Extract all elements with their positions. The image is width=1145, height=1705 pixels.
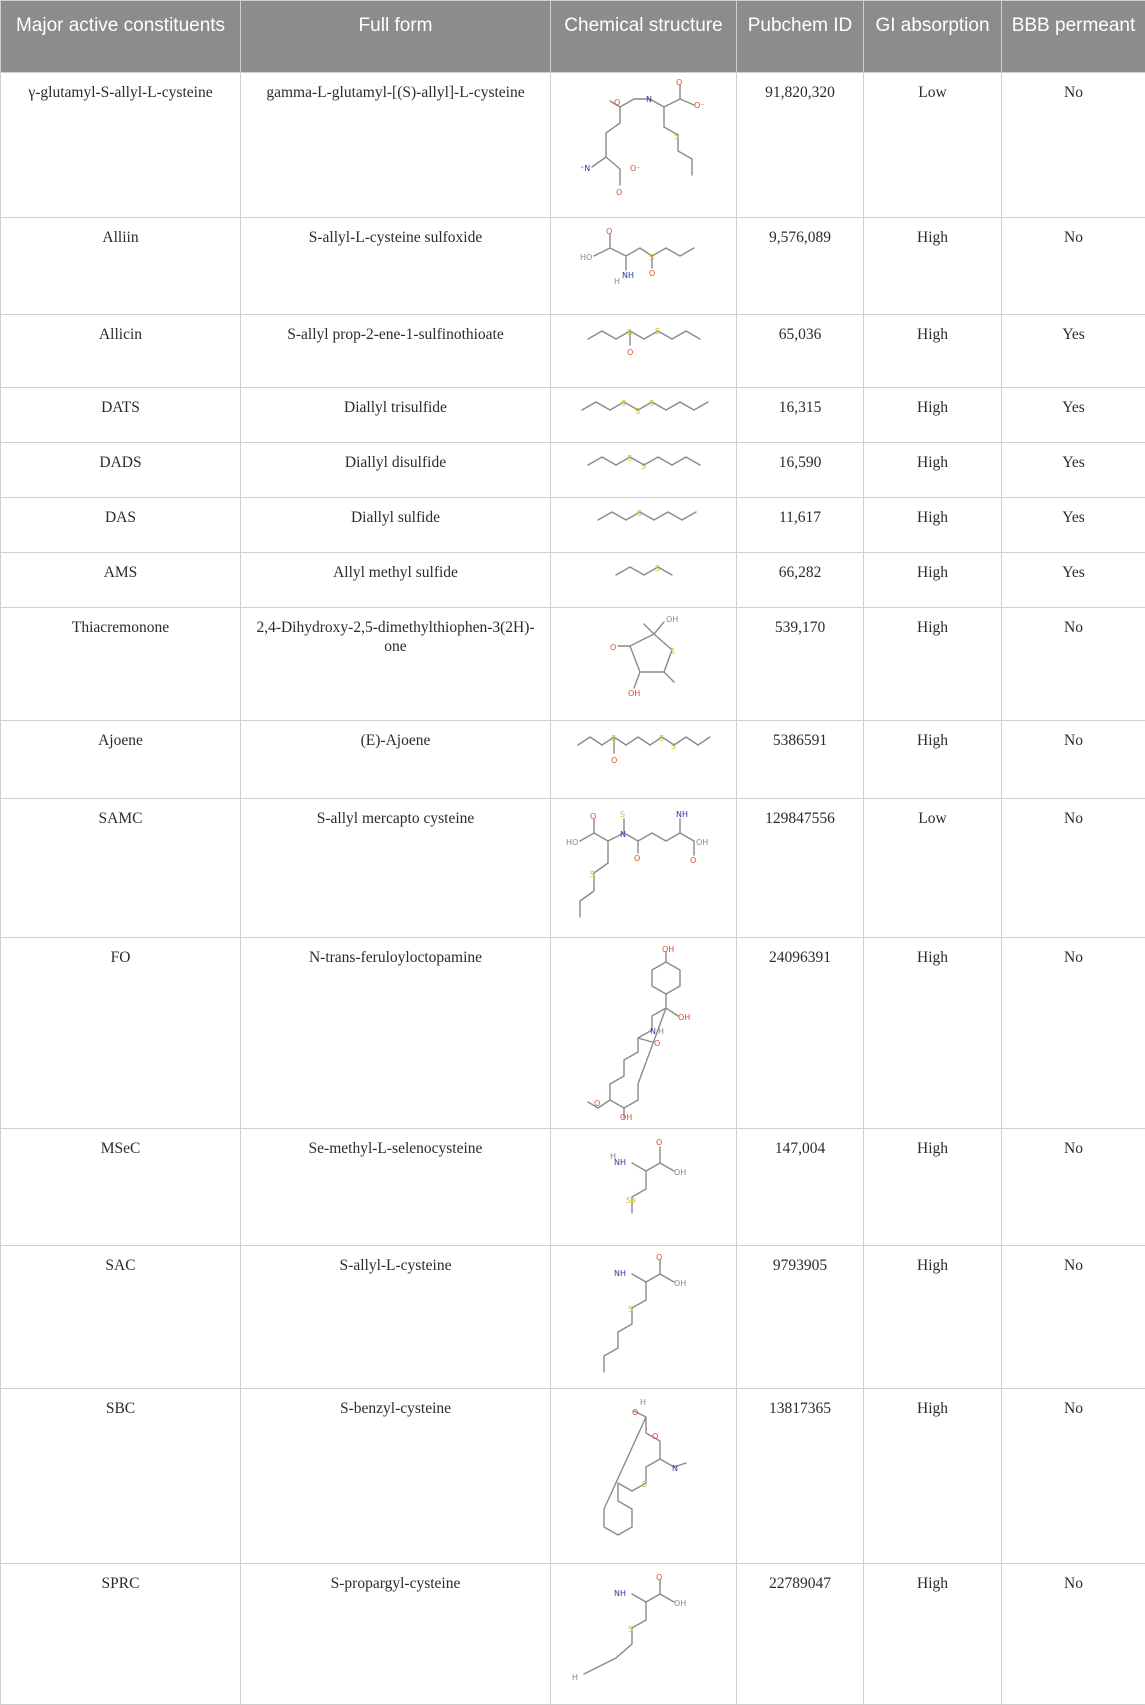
cell-constituent: DAS <box>1 498 241 553</box>
svg-text:O: O <box>654 1039 660 1048</box>
cell-pubchem: 66,282 <box>737 553 864 608</box>
cell-structure <box>551 73 737 218</box>
cell-full-form: (E)-Ajoene <box>241 721 551 799</box>
cell-full-form: gamma-L-glutamyl-[(S)-allyl]-L-cysteine <box>241 73 551 218</box>
svg-text:HO: HO <box>580 253 592 262</box>
allicin-structure-icon <box>554 319 734 369</box>
table-row <box>1 553 1145 608</box>
svg-text:S: S <box>611 734 616 743</box>
alliin-structure-icon <box>554 222 734 302</box>
table-row <box>1 1246 1145 1389</box>
cell-bbb: No <box>1002 721 1145 799</box>
cell-pubchem: 91,820,320 <box>737 73 864 218</box>
svg-text:OH: OH <box>628 689 640 698</box>
cell-gi: High <box>864 498 1002 553</box>
cell-bbb: Yes <box>1002 498 1145 553</box>
svg-text:N: N <box>672 1464 678 1473</box>
cell-gi: High <box>864 553 1002 608</box>
cell-bbb: Yes <box>1002 443 1145 498</box>
table-row <box>1 498 1145 553</box>
header-structure: Chemical structure <box>551 1 737 73</box>
cell-constituent: AMS <box>1 553 241 608</box>
svg-text:O: O <box>690 856 696 865</box>
cell-bbb: Yes <box>1002 553 1145 608</box>
cell-constituent: DADS <box>1 443 241 498</box>
cell-gi: High <box>864 1129 1002 1246</box>
cell-gi: Low <box>864 73 1002 218</box>
cell-constituent: Alliin <box>1 218 241 315</box>
cell-pubchem: 22789047 <box>737 1564 864 1705</box>
cell-full-form: S-allyl-L-cysteine sulfoxide <box>241 218 551 315</box>
table-row <box>1 608 1145 721</box>
dads-structure-icon <box>554 447 734 487</box>
cell-full-form: 2,4-Dihydroxy-2,5-dimethylthiophen-3(2H)-one <box>241 608 551 721</box>
svg-text:S: S <box>649 399 654 408</box>
svg-text:O: O <box>610 643 616 652</box>
svg-text:O: O <box>627 348 633 357</box>
msec-structure-icon <box>554 1133 734 1237</box>
cell-structure <box>551 498 737 553</box>
header-pubchem: Pubchem ID <box>737 1 864 73</box>
table-row <box>1 73 1145 218</box>
header-full-form: Full form <box>241 1 551 73</box>
cell-pubchem: 16,315 <box>737 388 864 443</box>
svg-text:NH: NH <box>614 1158 626 1167</box>
table-row <box>1 1389 1145 1564</box>
cell-gi: High <box>864 608 1002 721</box>
cell-structure <box>551 1389 737 1564</box>
svg-text:O⁻: O⁻ <box>630 164 641 173</box>
header-constituent: Major active constituents <box>1 1 241 73</box>
svg-text:NH: NH <box>614 1589 626 1598</box>
cell-constituent: SAC <box>1 1246 241 1389</box>
cell-constituent: SBC <box>1 1389 241 1564</box>
svg-text:N: N <box>646 95 652 104</box>
svg-text:O⁻: O⁻ <box>694 101 705 110</box>
cell-constituent: SPRC <box>1 1564 241 1705</box>
svg-text:OH: OH <box>620 1113 632 1122</box>
table-row <box>1 799 1145 938</box>
svg-text:O: O <box>611 756 617 765</box>
cell-pubchem: 11,617 <box>737 498 864 553</box>
cell-bbb: No <box>1002 938 1145 1129</box>
svg-text:S: S <box>659 734 664 743</box>
svg-text:O: O <box>676 78 682 87</box>
cell-gi: High <box>864 315 1002 388</box>
table-row <box>1 721 1145 799</box>
table-row <box>1 443 1145 498</box>
cell-structure <box>551 608 737 721</box>
svg-text:H: H <box>572 1673 578 1682</box>
cell-constituent: Ajoene <box>1 721 241 799</box>
cell-full-form: Se-methyl-L-selenocysteine <box>241 1129 551 1246</box>
svg-text:NH: NH <box>614 1269 626 1278</box>
svg-text:OH: OH <box>678 1013 690 1022</box>
svg-text:S: S <box>642 1480 647 1489</box>
cell-constituent: SAMC <box>1 799 241 938</box>
cell-full-form: S-benzyl-cysteine <box>241 1389 551 1564</box>
table-row <box>1 938 1145 1129</box>
cell-pubchem: 13817365 <box>737 1389 864 1564</box>
svg-text:OH: OH <box>666 615 678 624</box>
cell-gi: High <box>864 1564 1002 1705</box>
table-row <box>1 315 1145 388</box>
svg-text:NH: NH <box>622 271 634 280</box>
svg-text:N: N <box>650 1027 656 1036</box>
cell-pubchem: 539,170 <box>737 608 864 721</box>
cell-gi: High <box>864 938 1002 1129</box>
cell-bbb: No <box>1002 1389 1145 1564</box>
ajoene-structure-icon <box>554 725 734 781</box>
dats-structure-icon <box>554 392 734 432</box>
cell-structure <box>551 938 737 1129</box>
svg-text:O: O <box>616 188 622 197</box>
ams-structure-icon <box>554 557 734 597</box>
cell-structure <box>551 1564 737 1705</box>
cell-gi: High <box>864 721 1002 799</box>
cell-structure <box>551 799 737 938</box>
table-row <box>1 218 1145 315</box>
das-structure-icon <box>554 502 734 542</box>
header-bbb: BBB permeant <box>1002 1 1145 73</box>
svg-text:S: S <box>628 1305 633 1314</box>
cell-full-form: S-allyl-L-cysteine <box>241 1246 551 1389</box>
svg-text:OH: OH <box>674 1599 686 1608</box>
svg-text:OH: OH <box>696 838 708 847</box>
cell-constituent: γ-glutamyl-S-allyl-L-cysteine <box>1 73 241 218</box>
thiacremonone-structure-icon <box>554 612 734 712</box>
cell-constituent: Allicin <box>1 315 241 388</box>
cell-full-form: Diallyl trisulfide <box>241 388 551 443</box>
cell-structure <box>551 1246 737 1389</box>
svg-text:O: O <box>590 812 596 821</box>
svg-text:H: H <box>610 1152 616 1161</box>
svg-text:O: O <box>656 1138 662 1147</box>
svg-text:H: H <box>658 1027 664 1036</box>
cell-structure <box>551 315 737 388</box>
svg-text:O: O <box>594 1099 600 1108</box>
cell-bbb: Yes <box>1002 315 1145 388</box>
cell-structure <box>551 443 737 498</box>
cell-pubchem: 65,036 <box>737 315 864 388</box>
cell-constituent: FO <box>1 938 241 1129</box>
cell-constituent: Thiacremonone <box>1 608 241 721</box>
svg-text:S: S <box>655 327 660 336</box>
sbc-structure-icon <box>554 1393 734 1555</box>
cell-gi: High <box>864 1389 1002 1564</box>
sac-structure-icon <box>554 1250 734 1380</box>
svg-text:S: S <box>637 509 642 518</box>
sprc-structure-icon <box>554 1568 734 1696</box>
cell-bbb: No <box>1002 1246 1145 1389</box>
samc-structure-icon <box>554 803 734 929</box>
svg-text:S: S <box>627 454 632 463</box>
cell-bbb: No <box>1002 608 1145 721</box>
cell-gi: High <box>864 1246 1002 1389</box>
svg-text:S: S <box>670 647 675 656</box>
cell-gi: High <box>864 218 1002 315</box>
cell-structure <box>551 721 737 799</box>
svg-text:OH: OH <box>662 945 674 954</box>
svg-text:Se: Se <box>626 1196 636 1205</box>
cell-bbb: No <box>1002 1129 1145 1246</box>
cell-full-form: Diallyl sulfide <box>241 498 551 553</box>
cell-full-form: Diallyl disulfide <box>241 443 551 498</box>
cell-full-form: Allyl methyl sulfide <box>241 553 551 608</box>
cell-pubchem: 16,590 <box>737 443 864 498</box>
svg-text:O: O <box>632 1408 638 1417</box>
cell-bbb: Yes <box>1002 388 1145 443</box>
cell-bbb: No <box>1002 218 1145 315</box>
svg-text:S: S <box>655 564 660 573</box>
cell-constituent: DATS <box>1 388 241 443</box>
svg-text:H: H <box>640 1398 646 1407</box>
table-row <box>1 388 1145 443</box>
svg-text:S: S <box>649 253 654 262</box>
cell-pubchem: 24096391 <box>737 938 864 1129</box>
svg-text:H: H <box>614 277 620 286</box>
cell-pubchem: 147,004 <box>737 1129 864 1246</box>
cell-full-form: S-allyl prop-2-ene-1-sulfinothioate <box>241 315 551 388</box>
svg-text:S: S <box>627 328 632 337</box>
cell-pubchem: 5386591 <box>737 721 864 799</box>
glutamyl-allyl-cysteine-structure-icon <box>554 77 734 205</box>
cell-constituent: MSeC <box>1 1129 241 1246</box>
svg-text:O: O <box>656 1573 662 1582</box>
table-row <box>1 1129 1145 1246</box>
cell-pubchem: 9793905 <box>737 1246 864 1389</box>
svg-text:O: O <box>606 227 612 236</box>
svg-text:S: S <box>641 462 646 471</box>
cell-structure <box>551 553 737 608</box>
svg-text:⁺N: ⁺N <box>580 164 590 173</box>
cell-bbb: No <box>1002 73 1145 218</box>
cell-pubchem: 9,576,089 <box>737 218 864 315</box>
table-row <box>1 1564 1145 1705</box>
svg-text:S: S <box>620 810 625 819</box>
cell-full-form: S-allyl mercapto cysteine <box>241 799 551 938</box>
svg-text:S: S <box>628 1625 633 1634</box>
cell-bbb: No <box>1002 1564 1145 1705</box>
svg-text:OH: OH <box>674 1168 686 1177</box>
svg-text:S: S <box>621 399 626 408</box>
svg-text:S: S <box>671 742 676 751</box>
svg-text:O: O <box>649 269 655 278</box>
svg-text:HO: HO <box>566 838 578 847</box>
svg-text:O: O <box>634 854 640 863</box>
cell-gi: High <box>864 388 1002 443</box>
header-row <box>1 1 1145 73</box>
svg-text:O: O <box>652 1432 658 1441</box>
svg-text:NH: NH <box>676 810 688 819</box>
cell-pubchem: 129847556 <box>737 799 864 938</box>
cell-gi: Low <box>864 799 1002 938</box>
cell-full-form: S-propargyl-cysteine <box>241 1564 551 1705</box>
svg-text:N: N <box>620 830 626 839</box>
cell-gi: High <box>864 443 1002 498</box>
cell-bbb: No <box>1002 799 1145 938</box>
svg-text:S: S <box>674 132 679 141</box>
cell-structure <box>551 218 737 315</box>
svg-text:O: O <box>614 98 620 107</box>
cell-structure <box>551 1129 737 1246</box>
svg-text:OH: OH <box>674 1279 686 1288</box>
svg-text:S: S <box>635 407 640 416</box>
svg-text:S: S <box>590 870 595 879</box>
header-gi: GI absorption <box>864 1 1002 73</box>
fo-structure-icon <box>554 942 734 1122</box>
svg-text:O: O <box>656 1253 662 1262</box>
cell-full-form: N-trans-feruloyloctopamine <box>241 938 551 1129</box>
cell-structure <box>551 388 737 443</box>
